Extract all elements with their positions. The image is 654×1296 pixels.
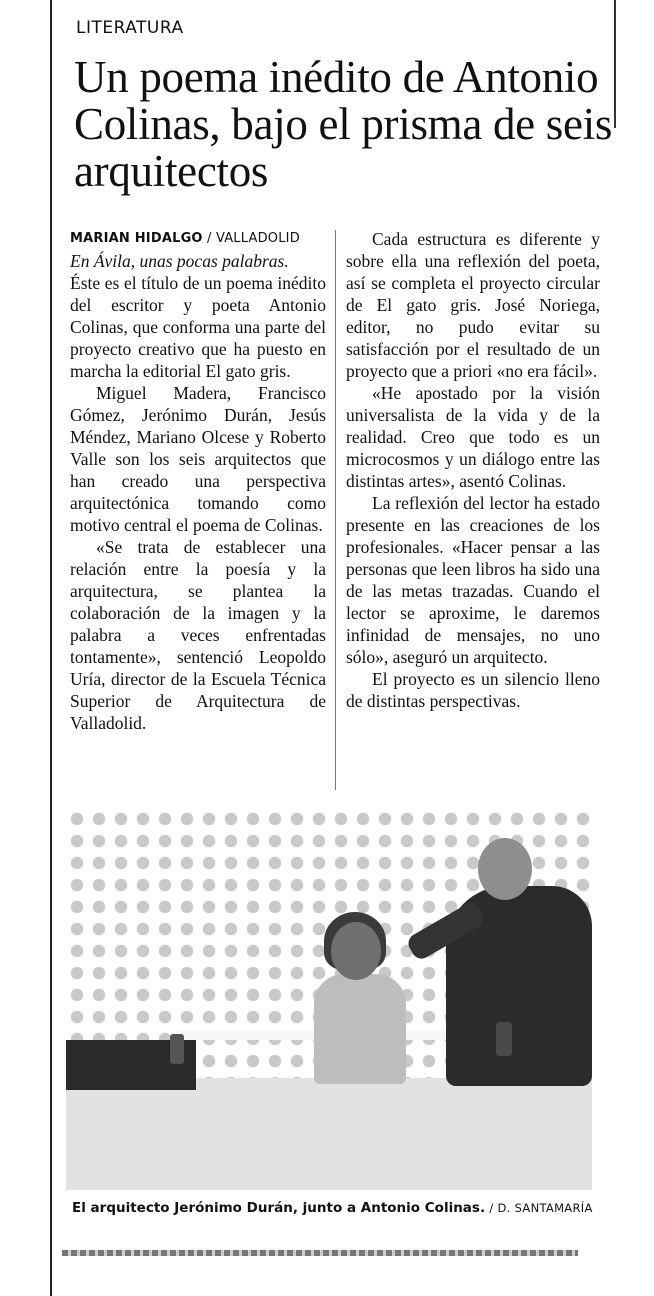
bottom-rule xyxy=(62,1250,578,1256)
paragraph-2: Miguel Madera, Francisco Gómez, Jerónimo Durán, Jesús Méndez, Mariano Olcese y Roberto Valle son los seis arquitectos que han creado una perspectiva arquitectónica tomando como motivo central el poema de Colinas. xyxy=(70,383,326,535)
lead-sentence: En Ávila, unas pocas palabras. xyxy=(70,251,289,271)
paragraph-7: El proyecto es un silencio lleno de distintas perspectivas. xyxy=(346,669,600,711)
right-margin-rule xyxy=(614,0,616,128)
photo-caption xyxy=(72,1200,612,1216)
lead-paragraph xyxy=(70,250,326,272)
section-label: LITERATURA xyxy=(76,18,184,38)
caption-credit-separator: / xyxy=(489,1201,498,1215)
photo-seated-person-body xyxy=(314,974,406,1084)
left-margin-rule xyxy=(50,0,52,1296)
byline-author: MARIAN HIDALGO xyxy=(70,231,203,246)
headline: Un poema inédito de Antonio Colinas, bajo el prisma de seis arquitectos xyxy=(74,52,613,196)
paragraph-4: Cada estructura es diferente y sobre ella una reflexión del poeta, así se completa el proyecto circular de El gato gris. José Noriega, editor, no pudo evitar su satisfacción por el resultado de un proyecto que a priori «no era fácil». xyxy=(346,229,600,381)
paragraph-1: Éste es el título de un poema inédito del escritor y poeta Antonio Colinas, que conforma una parte del proyecto creativo que ha puesto en marcha la editorial El gato gris. xyxy=(70,273,326,381)
article-column-right xyxy=(346,228,600,712)
photo-seated-person-head xyxy=(331,922,381,980)
caption-text: El arquitecto Jerónimo Durán, junto a Antonio Colinas. xyxy=(72,1200,486,1216)
photo-glass-left xyxy=(170,1034,184,1064)
byline-separator: / xyxy=(207,231,216,246)
caption-credit: D. SANTAMARÍA xyxy=(497,1201,593,1215)
photo-glass xyxy=(496,1022,512,1056)
paragraph-5: «He apostado por la visión universalista de la vida y de la realidad. Creo que todo es un microcosmos y un diálogo entre las distintas artes», asentó Colinas. xyxy=(346,383,600,491)
photo-man-head xyxy=(478,838,532,900)
article-photo xyxy=(66,808,592,1190)
byline-location: VALLADOLID xyxy=(215,231,300,246)
article-column-left xyxy=(70,228,326,734)
column-divider xyxy=(335,230,336,790)
photo-table xyxy=(66,1078,592,1190)
paragraph-6: La reflexión del lector ha estado presente en las creaciones de los profesionales. «Hacer pensar a las personas que leen libros ha sido una de las metas trazadas. Cuando el lector se aproxime, le daremos infinidad de mensajes, no uno sólo», aseguró un arquitecto. xyxy=(346,493,600,667)
byline xyxy=(70,228,326,250)
paragraph-3: «Se trata de establecer una relación entre la poesía y la arquitectura, se plantea la colaboración de la imagen y la palabra a veces enfrentadas tontamente», sentenció Leopoldo Uría, director de la Escuela Técnica Superior de Arquitectura de Valladolid. xyxy=(70,537,326,733)
